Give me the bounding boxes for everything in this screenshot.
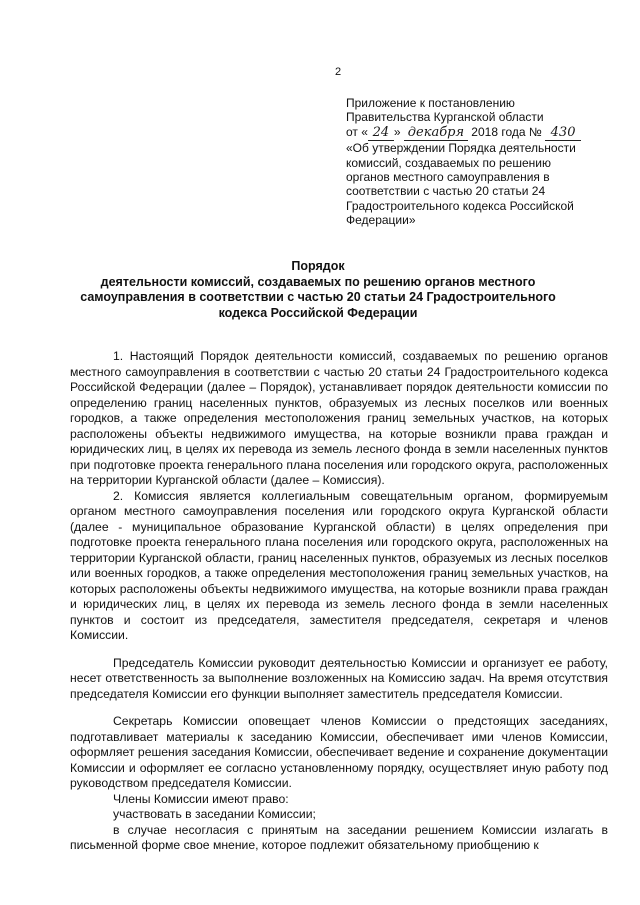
- appendix-subject-line: комиссий, создаваемых по решению: [346, 155, 551, 170]
- handwritten-month: декабря: [404, 126, 468, 141]
- paragraph: Члены Комиссии имеют право:: [113, 791, 289, 806]
- appendix-subject-line: Федерации»: [346, 213, 416, 228]
- paragraph: Секретарь Комиссии оповещает членов Комиссии о предстоящих заседаниях, подготавливает материалы к заседанию Комиссии, обеспечивает ими членов Комиссии, оформляет решения заседания Комиссии, обеспечивает ведение и сохранение документации Комиссии и оформляет ее согласно установленному порядку, осуществляет иную работу под руководством председателя Комиссии.: [70, 714, 608, 790]
- paragraph: 2. Комиссия является коллегиальным совещательным органом, формируемым органом местного самоуправления поселения или городского округа Курганской области (далее - муниципальное образование Курганской области) в целях определения при подготовке проекта генерального плана поселения или городского округа, расположенных на территории Курганской области, границ населенных пунктов, образуемых из лесных поселков или военных городков, а также определения местоположения границ земельных участков, на которых расположены объекты недвижимого имущества, на которые возникли права граждан и юридических лиц, в целях их перевода из земель лесного фонда в земли населенных пунктов и состоит из председателя, заместителя председателя, секретаря и членов Комиссии.: [70, 488, 608, 642]
- paragraph: участвовать в заседании Комиссии;: [113, 807, 316, 821]
- page-number: 2: [335, 66, 342, 78]
- appendix-date-line: [346, 125, 616, 141]
- document-title: [70, 259, 566, 321]
- appendix-line: Приложение к постановлению: [346, 96, 515, 110]
- date-mid: »: [393, 124, 401, 139]
- appendix-line: Правительства Курганской области: [346, 110, 544, 125]
- paragraph: Председатель Комиссии руководит деятельностью Комиссии и организует ее работу, несет ответственность за выполнение возложенных на Комиссию задач. На время отсутствия председателя Комиссии его функции выполняет заместитель председателя Комиссии.: [70, 655, 608, 701]
- handwritten-day: 24: [368, 126, 394, 141]
- appendix-subject-line: Градостроительного кодекса Российской: [346, 198, 574, 213]
- document-body: [70, 349, 608, 854]
- handwritten-doc-number: 430: [545, 126, 581, 141]
- date-prefix: от «: [346, 124, 368, 139]
- date-year-text: 2018 года №: [471, 124, 542, 139]
- paragraph: 1. Настоящий Порядок деятельности комиссий, создаваемых по решению органов местного самоуправления в соответствии с частью 20 статьи 24 Градостроительного кодекса Российской Федерации (далее – Порядок), устанавливает порядок деятельности комиссии по определению границ населенных пунктов, образуемых из лесных поселков или военных городков, а также определения местоположения границ земельных участков, на которых расположены объекты недвижимого имущества, на которые возникли права граждан и юридических лиц, в целях их перевода из земель лесного фонда в земли населенных пунктов при подготовке проекта генерального плана поселения или городского округа, расположенных на территории Курганской области (далее – Комиссия).: [70, 349, 608, 487]
- title-rest: деятельности комиссий, создаваемых по решению органов местного самоуправления в соответствии с частью 20 статьи 24 Градостроительного кодекса Российской Федерации: [80, 274, 556, 320]
- appendix-subject-line: органов местного самоуправления в: [346, 170, 550, 185]
- appendix-header: [346, 96, 616, 228]
- paragraph: в случае несогласия с принятым на заседании решением Комиссии излагать в письменной форме свое мнение, которое подлежит обязательному приобщению к: [70, 822, 608, 852]
- title-first-line: Порядок: [291, 259, 345, 273]
- appendix-subject-line: «Об утверждении Порядка деятельности: [346, 141, 576, 156]
- appendix-subject-line: соответствии с частью 20 статьи 24: [346, 184, 546, 199]
